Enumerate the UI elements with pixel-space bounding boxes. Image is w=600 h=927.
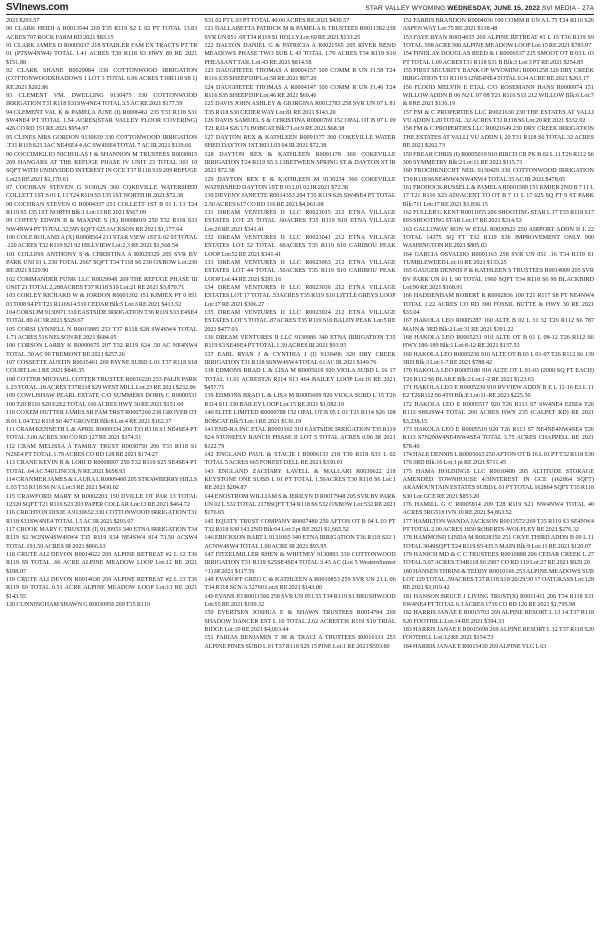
section-location: STAR VALLEY WYOMING <box>365 5 446 12</box>
tax-listing-entry: 176 HAMILL G C R0005814 209 T28 R119 S21 NW4NW4 TOTAL 40 ACRES 3RG518 IVN 10 RE 2021 $4,863.52 <box>402 501 594 517</box>
tax-listing-entry: 128 DAYTON REX & KATHLEEN R0091178 360 COKEVILLE IRRIGATION T24 R119 S5 3.13BETWEEN SPRING ST & DAYTON ST IR 2021 $72.38 <box>204 151 396 175</box>
tax-listing-entry: 115 CRAWFORD MARY M R0002203 150 DVILLE OT PAR 13 TOTAL 12320 SQFT T21 R116 S23 203 PAPER COLLAR Lot:13 RE 2021 $464.72 <box>6 493 198 508</box>
tax-listing-entry: 145 EQUITY TRUST COMPANY R0007480 250 AFTON OT B 04 L 03 PT T32 R118 S30 143 2ND Blk:04 Lot:3 pt RE 2021 $1,665.52 <box>204 518 396 533</box>
tax-listing-entry: 131 DREAM VENTURES II LLC R0023015 212 ETNA VILLAGE ESTATES LOT 25 TOTAL .60ACRES T35 R119 S10 ETNA VILLAGE Lot:26 RE 2021 $341.41 <box>204 209 396 233</box>
section-page: SVI MEDIA - 27A <box>539 5 594 12</box>
tax-listing-entry: 147 FITZELMILLER RHEN & WHITNEY 9130893 330 COTTONWOOD IRRIGATION T31 R119 S25SE4SE4 TOTAL 3.43 AC (Lot 5 WesternSunset +1) IR 2021 $117.59 <box>204 552 396 575</box>
tax-listing-entry: 99 COFFEY EDWIN B & MAXINE S (X) R0008019 250 T32 R118 S33 NW4NW4 PT TOTAL 32,595 SQFT 625 JACKSON RE 2021 $1,177.64 <box>6 218 198 233</box>
tax-listing-entry: 112 CRAM MELISSA A FAMILY TRUST R0030750 206 T33 R118 S1 N2SE4 PT TOTAL 1.79 ACRES CO RD 128 RE 2021 $174.27 <box>6 443 198 458</box>
tax-listing-entry: 144 ENOSTROM WILLIAM S & JERILYN D R0017948 205 SVR BV PARK UN 02 L 532 TOTAL 2178SQFT T34 R118 S6 532 OXBOW Lot:532 RE 2021 $176.65 <box>204 493 396 517</box>
tax-listing-entry: 97 COCHRAN STEVEN G 9130129 360 COKEVILLE WATERSHED COLLETT 1ST S 01 L 13 T24 R119 S5 135 1ST NORTH IR 2021 $72.38 <box>6 184 198 200</box>
tax-listing-entry: 165 GAUGER DENNIS P & KATHLEEN S TRUSTEES R0014909 205 SVR BV PARK UN 01 L 90 TOTAL 1960 SQFT T34 R118 S6 90 BLACKBIRD Lot:90 RE 2021 $168.91 <box>402 268 594 291</box>
tax-listing-entry: 129 DAYTON REX E & KATHLEEN M 9130234 360 COKEVILLE WATERSHED DAYTON 1ST B 03 L01 02 IR 2021 $72.38 <box>204 176 396 191</box>
tax-listing-entry: 118 CRUTE ALI DEVON R0014622 269 ALPINE RETREAT #2 L 12 T36 R119 S9 TOTAL .66 ACRE ALPINE MEADOW LOOP Lot:12 RE 2021 $188.07 <box>6 552 198 575</box>
tax-listing-entry: 183 HARRIS JANAE E R0015698 269 ALPINE RESORT L 12 T37 R118 S20 FOOTHILL Lot:12 RE 2021 $154.73 <box>402 627 594 642</box>
column-1 <box>6 17 197 925</box>
legal-notice-columns <box>6 17 594 925</box>
site-name[interactable] <box>6 2 68 14</box>
tax-listing-entry: 167 HAKOLA LEO R0005287 160 ALTE B 02 L 31 32 T26 R112 S6 787 MAIN & 3RD Blk:2 Lot:31 RE 2021 $391.22 <box>402 318 594 333</box>
tax-listing-entry: 125 DAVIS JOHN ASHLEY & GIORGINA R0012783 258 SVR UN 07 L 81 T35 R118 S30 CEDER WAY Lot:81 RE 2021 $143.20 <box>204 101 396 116</box>
tax-listing-entry: 169 HAKOLA LEO R0005230 910 ALTE OT B 03 L 01-07 T26 R112 S6 139 3RD Blk:3 Lot:1-7 RE 2021 $788.42 <box>402 351 594 367</box>
tax-listing-entry: 96 COCCIMIGLIO NICHOLAS I & SHANNON M TRUSTEES R0030815 269 HANGARS AT THE REFUGE PHASE IV UNIT 23 TOTAL 301 10 SQFT WITH UNDIVIDED INTEREST IN GCE T37 R118 S19 209 REFUGE Lot23 RE 2021 $2,170.61 <box>6 151 198 183</box>
tax-listing-entry: 164 GARCIA OSVALDO R0001163 258 SVR UN 051 .16 T34 R119 S1 TUMBLEWEED Lot:16 RE 2021 $133.25 <box>402 251 594 266</box>
site-name-text: SVInews.com <box>6 2 69 13</box>
tax-listing-entry: 122 DALTON DANIEL G & PATRICIA A R0021565 205 RIVER BEND MEADOWS PHASE TWO SUB L 43 TOTAL 1.70 ACRES T34 R119 S10 PHEASANT TAIL Lot:43 RE 2021 $814.58 <box>204 43 396 66</box>
tax-listing-entry: 91 CLARK JAMES D R0005037 218 STADLER FAM EX TRACTS PT TR 01 (PTSW4NW4) TOTAL 1.41 ACRES T30 R118 S3 HWY 89 RE 2021 $151.88 <box>6 43 198 66</box>
tax-listing-entry: 136 DREAM VENTURES II LLC 9130986 340 ETNA IRRIGATION T35 R119 S3 SE4SE4 PT TOTAL 1.39 ACRES IR 2021 $93.95 <box>204 335 396 350</box>
tax-listing-entry: 113 CRANE KEVIN R & LORI D R0008007 250 T32 R119 S25 SE4SE4 PT TOTAL .64 AC 540 LINCOLN RE 2021 $658.93 <box>6 460 198 475</box>
tax-listing-entry: 171 HAKOLA LEO E R0005239 910 RVVIEW ADDN B E L 11-16 E2 L 11 E2 T26R112 S6 4TH Blk:E Lot:11-RE 2021 $225.50 <box>402 385 594 400</box>
tax-listing-entry: 140 ELITE LIMITED R0000788 152 OPAL OT B 05 L 01 T21 R114 S26 108 BOBCAT Blk:5 Lot:1 RE 2021 $136.19 <box>204 410 396 425</box>
section-header <box>365 5 594 14</box>
tax-listing-entry: 126 DAVIS SAMUEL S & CHRISTINA R0000769 152 OPAL OT B 07 L 09 T21 R114 S26 171 BOBCAT Blk:7 Lot:9 RE 2021 $68.38 <box>204 118 396 133</box>
tax-listing-entry: 94 CLEMENT VAL K & PAMELA JUNE (I) R0006461 235 T31 R118 S31 SW4NE4 PT TOTAL 1.54 ACRES(STAR VALLEY FLOOR COVERING) 426 CO RD 151 RE 2021 $954.97 <box>6 109 198 133</box>
tax-listing-entry: 137 EARL RYAN J & CYNTHIA J (I) 9130496 320 DRY CREEK IRRIGATION T31 R118 S6NW4SW4 TOTAL 61 AC IR 2021 $149.76 <box>204 351 396 367</box>
tax-listing-entry: 179 HANICH MD & C C TRUSTEES R0010888 206 CEDAR CREEK L 27 TOTAL 5.07 ACRES T34R118 S6 2907 CO RD 119 Lot:27 RE 2021 $929.20 <box>402 552 594 567</box>
tax-listing-entry: 143 ENGLAND ZACHARY LAVELL & MALLARI R0030622 218 KEYSTONE ONE SUBD L 01 PT TOTAL 1.50ACRES T30 R118 S6 Lot:1 RE 2021 $284.87 <box>204 468 396 492</box>
tax-listing-entry: 150 EVERTSEN JOSHUA E & SHAWN TRUSTEES R0014784 269 SHADOW DANCER EST L 10 TOTAL 2.62 ACREST36 R119 S10 TRIAL RIDGE Lot:10 RE 2021 $4,063.44 <box>204 610 396 634</box>
tax-listing-entry: 180 HANSEN THRINI & TEDDY R0010166 253 ALPINE MEADOWS SUB LOT 129 TOTAL .59ACRES T37 R118 S19/20/29/30 17 OATGRASS Lot:128 RE 2021 $3,019.42 <box>402 568 594 592</box>
tax-listing-entry: 173 HAKOLA LEO E R0005519 920 T26 R113 S7 NE4NE4NW4SE4 T26 R113 S7N2NW4NE4NW4SE4 TOTAL 3.75 ACRES CHAPPELL RE 2021 $78.40 <box>402 426 594 450</box>
tax-listing-entry: 178 HAMMOND LINDA M R0028350 251 CKYE THIRD ADDN B 09 L 11 TOTAL 3049SQFT T24 R119 S5 435.5 MAIN Blk:9 Lot:11 RE 2021 $120.07 <box>402 535 594 550</box>
tax-listing-entry: 2021 $293.57 <box>6 18 40 24</box>
tax-listing-entry: 101 COLLINS ANTHONY S & CHRISTINA A R0029329 205 SVR BV PARK UNI 01 L 230 TOTAL 2667 SQFT T34 T118 S6 230 OXBOW Lot:230 RE 2021 $129.90 <box>6 251 198 275</box>
tax-listing-entry: 155 FIRST SECURITY BANK OF WYOMING R0091258 320 DRY CREEK IRRIGATION T31 R119 S12NE4NE4 TOTAL 0.34 ACRE RE 2021 $263.17 <box>402 68 594 83</box>
tax-listing-entry: 95 CLINES MRS GORDON 9130639 330 COTTONWOOD IRRIGATION .T31 R119 S23 3AC NE4SE4 4 AC SW4NE4 TOTAL 7 AC IR 2021 $119.66 <box>6 134 198 150</box>
tax-listing-entry: 123 DAUGHETEE THOMAS A R0004157 100 COMM R UN J1.58 T24 R116 S35 SHEEP DIP Lot:58 RE 2021 $97.20 <box>204 68 396 83</box>
tax-listing-entry: 174 HALE DENNIS L R0005663 250 AFTON OT B 16 L 01 PT T32 R118 S30 176 3RD Blk:16 Lot:1 pt RE 2021 $711.45 <box>402 451 594 467</box>
tax-listing-entry: 160 FROCHKNECHT NEIL 9130429 330 COTTONWOOD IRRIGATION T30 R118 S6NE4NW4 NW4NW4 TOTAL 35 AC IR 2021 $478.05 <box>402 168 594 183</box>
tax-listing-entry: 90 CLARK HEIDI A R0013544 269 T35 R119 S2 L 02 PT TOTAL 13.83 ACRES 707 ROCK FARM RD 2021 $83.15 <box>6 26 198 41</box>
tax-listing-entry: 148 EVANOFF GREG C & KATHLEEN A R0010853 259 SVR UN 21 L 06 T34 R118 S6 N/A 32760 Lot:6 RE 2021 $143.00 <box>204 577 396 592</box>
tax-listing-entry: 163 GALLOWAY RON W ETAL R0030923 250 AIRPORT ADDN II L 22 TOTAL 14375 SQ FT T32 R119 S36 IMPROVEMENT ONLY 900 WASHINGTON RE 2021 $805.83 <box>402 226 594 250</box>
tax-listing-entry: 161 FROHOCK RUSSELL & PAMELA R0001589 151 KMIER 2ND B 7 11 L 17 T21 R116 S23 ADJACENT TO OT B 7 11 L 17 625 SQ FT 9 ST PARK Blk:711 Lot:17 RE 2021 $1,836.15 <box>402 184 594 208</box>
tax-listing-entry: 138 EDMONS BRAD L & LISA M R0005610 920 VIOLA SUBD L 16 17 TOTAL 11.01 ACREST26 R114 S13 464 BAILEY LOOP Lot:16 RE 2021 $457.71 <box>204 368 396 392</box>
tax-listing-entry: 109 COWLISHAW PEARL ESTATE C/O SUMMERS DORIS C R0000531 100 T20 R116 S20 E2E2 TOTAL 160 ACRES HWY 30 RE 2021 $151.60 <box>6 393 198 408</box>
tax-listing-entry: 120 CUNNINGHAM SHAWN G R0030956 269 T35 R119 <box>6 602 150 609</box>
tax-listing-entry: 151 FARIAS BENJAMIN T JR & TRACI A TRUSTEES R0016131 253 ALPINE PINES SUBD L 01 T37 R118 S29 15 PINE Lot:1 RE 2021 $593.80 <box>204 635 396 650</box>
tax-listing-entry: 181 HANSON BRUCE J LIVING TRUST(X) R0011411 206 T34 R118 S31 SW4NE4 PT TOTAL 6.3 ACRES 1736 CO RD 126 RE 2021 $1,795.98 <box>402 593 594 609</box>
tax-listing-entry: 158 FM & C PROPERTIES LLC R0021649 230 DRY CREEK IRRIGATION THE ESTATES AT VALLI VU ADDN L 20 T31 R118 S6 TOTAL.32 ACRES RE 2021 $262.73 <box>402 126 594 150</box>
tax-listing-entry: 170 HAKOLA LEO R0005180 910 ALTE OT L 01-03 (2000 SQ FT EACH) T26 R112 S6 BLAKE Blk:2 Lot:1-2 RE 2021 $123.63 <box>402 368 594 383</box>
tax-listing-entry: 149 EVANS JO R0011566 258 SVR UN 051.55 T34 R119 S1 BRUSHWOOD Lot:55 RE 2021 $199.32 <box>204 593 396 609</box>
tax-listing-entry: 104 CORSI JM 9130971 310 EASTSIDE IRRIGATION T36 R119 S33 E4SE4 TOTAL 80 AC IR 2021 $329.67 <box>6 310 198 325</box>
tax-listing-entry: 127 DAYTON REX & KATHLEEN R0091177 360 COKEVILLE WATER SHED DAYTON 1ST B03 L03 04 IR 2021 $72.38 <box>204 134 396 150</box>
tax-listing-entry: 168 HAKOLA LEO R0005231 910 ALTE OT B 01 L 08-12 T26 R112 S6 HWY 180-189 Blk:1 Lot:8-12 RE 2021 $137.53 <box>402 335 594 350</box>
section-date: WEDNESDAY, JUNE 15, 2022 <box>445 5 540 12</box>
tax-listing-entry: 153 FAYE RYAN R0014655 269 ALPINE RETREAT #1 L 15 T36 R119 S9 TOTAL .598 ACRE 500 ALPINE MEADOW LOOP Lot:15 RE 2021 $783.97 <box>402 34 594 50</box>
column-2 <box>204 17 395 925</box>
tax-listing-entry: 130 DEVENY JANETTE R0014353 204 T35 R119 S26 SW4SE4 PT TOTAL 2.50 ACRES 617 CO RD 116 RE 2021 $4,061.08 <box>204 193 396 208</box>
column-3 <box>403 17 594 925</box>
tax-listing-entry: 162 FULLER G KENT R0011055 206 SHOOTING STAR L 17 T33 R118 S17 893 SHOOTING STAR Lot:17 RE 2021 $314.53 <box>402 209 594 225</box>
tax-listing-entry: 121 DALLABETTA PATRICK M & PAMELA K TRUSTEES R0011382 238 SVR UN 051 .69 T34 R119 S1 HOLLY Lot:69 RE 2021 $133.25 <box>204 26 396 41</box>
tax-listing-entry: 135 DREAM VENTURES II LLC R0023024 212 ETNA VILLAGE ESTATES LOT 5 TOTAL .87ACRES T35 R119 S10 BALDY PEAK Lot:5 RE 2021 $477.03 <box>204 310 396 333</box>
tax-listing-entry: 175 HAMA HOLDINGS LLC R0030480 205 ALTITUDE STORAGE AMENDED TOWNHOUSE 4/3INTEREST IN GCE (162864 SQFT) AKAMOUNTAIN ESTATES SUBD L 01 PT TOTAL 162864 SQFT T35 R118 S30 Lot:GCE RE 2021 $853.20 <box>402 468 594 500</box>
tax-listing-entry: 105 CORSI LYNNELL N R0015885 253 T37 R118 S28 SW4SW4 TOTAL 1.71 ACRES 516 NELSON RE 2021 $684.05 <box>6 326 198 342</box>
tax-listing-entry: 107 COSSETTE AUSTIN R0015461 269 PAYNE SUBD L 01 T37 R118 S18 COURT Lot:1 RE 2021 $840.35 <box>6 360 198 375</box>
tax-listing-entry: 92 CLARK SHANE R0029084 330 COTTONWOOD IRRIGATION (COTTONWOODSHADOWS 1 LOT 3 TOTAL 6.06 ACRES T30R118 S8 1) RE 2021 $202.86 <box>6 68 198 91</box>
tax-listing-entry: 116 CRICHTON DIXIE A 9130652 330 COTTONWOOD IRRIGATION T31 R118 S31SW4NE4 TOTAL 1.5 AC IR 2021 $203.07 <box>6 510 198 525</box>
tax-listing-entry: 152 FARRIS BRANDON R0004036 100 COMM R UN A L 75 T24 R116 S26 ASPEN WAY Lot:75 RE 2021 $138.48 <box>402 18 594 33</box>
tax-listing-entry: 124 DAUGHETEE THOMAS A R0004147 100 COMM R UN J1.46 T24 R116 S35 SHEEP DIP Lot:46 RE 2021 $69.46 <box>204 84 396 100</box>
tax-listing-entry: 132 DREAM VENTURES II LLC R0023041 212 ETNA VILLAGE ESTATES LOT 52 TOTAL .60ACRES T35 R119 S10 CARIBOU PEAK LOOP Lot:52 RE 2021 $341.41 <box>204 234 396 258</box>
tax-listing-entry: 182 HARRIS JANAE E R0015703 269 ALPINE RESORT L 13 14 T37 R118 S20 FOOTHILL Lot:14 RE 2021 $394.33 <box>402 610 594 625</box>
tax-listing-entry: 172 HAKOLA LEO E R0005517 920 T26 R113 S7 SW4NE4 E2SE4 T26 R113 S8S2SW4 TOTAL 200 ACRES HWY 235 (CALPET RD) RE 2021 $3,238.15 <box>402 401 594 425</box>
tax-listing-entry: 110 COXEM HUTTER JAMES SR FAM TRST R0007260 238 GROVER OT B 01 L 04 T32 R118 S6 467 GROVER Blk:8 Lot:4 RE 2021 $162.37 <box>6 410 198 425</box>
tax-listing-entry: 106 CORSON LARRY K R0000675 207 T32 R119 S24 .50 AC NE4NW4 TOTAL .50 AC 90 TREMONT RE 2021 $257.26 <box>6 343 198 358</box>
tax-listing-entry: 100 COLE ROLAND A (X) R0008564 211 STAR VIEW 1ST L 02 03 TOTAL .120 ACRES T32 R119 S21 92 HILLVIEW Lot:2,3 RE 2021 $1,568.54 <box>6 234 198 250</box>
tax-listing-entry: 146 ERICKSON BART L 9131065 340 ETNA IRRIGATION T36 R119 S22 1 ACNW4SW4 TOTAL 1.00 ACRE IR 2021 $93.95 <box>204 535 396 550</box>
tax-listing-entry: 139 EDMONS BRAD L & LISA M R0005609 920 VIOLA SUBD L 15 T26 R114 S11 330 BAILEY LOOP Lot:15 RE 2021 $1,082.10 <box>204 393 396 408</box>
tax-listing-entry: 133 DREAM VENTURES II LLC R0023063 212 ETNA VILLAGE ESTATES LOT 44 TOTAL .50ACRES T35 R119 S10 CARIBOU PEAK LOOP Lot:44 RE 2021 $291.16 <box>204 259 396 283</box>
tax-listing-entry: 119 CRUTE ALI DEVON R0014630 269 ALPINE RETREAT #2 L 13 T36 R119 S9 TOTAL 0.51 ACRE ALPINE MEADOW LOOP Lot:13 RE 2021 $143.55 <box>6 577 198 600</box>
tax-listing-entry: 111 CRAM KENNETH L & APRIL R0009334 206 T33 R118 S1 NE4SE4 PT TOTAL 3.00 ACRES 300 CO RD 127 RE 2021 $374.51 <box>6 426 198 442</box>
tax-listing-entry: 103 CORLEY RICHARD W & JORDON R0001392 151 KIMIEX PT 0 851 03 T008 94 PT T21 R116S14 510 CEDAR Blk:5 Lot:3 RE 2021 $413.52 <box>6 293 198 308</box>
tax-listing-entry: 114 CRANMER JAMES & LAURA L R0009400 205 STRAWBERRY HILLS L 03 T33 R118 S6 N/A Lot:3 RE 2021 $430.02 <box>6 476 198 492</box>
tax-listing-entry: 166 HADDENHAM ROBERT R R0002836 100 T21 R117 S8 PT NE4NW4 TOTAL 1.22 ACRES CO RD 300 FOSSIL BUTTE & HWY 30 RE 2021 $33.04 <box>402 293 594 317</box>
masthead <box>6 0 594 15</box>
tax-listing-entry: 156 FLOOD MELVIN E ETAL C/O ROSEMANN HANS R0000974 151 WILLOW ADDN B 06 N2 L 07 08 T21 R116 S13 212 WILLOW Blk:6 Lot:7 & 8 RE 2021 $136.19 <box>402 84 594 108</box>
tax-listing-entry: 102 COMMANDER FUNK LLC R0029948 269 THE REFUGE PHASE III UNIT 21 TOTAL 2,288ACRES T37 R118 S19 Lot:21 RE 2021 $3,870.71 <box>6 276 198 291</box>
tax-listing-entry: 157 FM & C PROPERTIES LLC R0021630 230 THE ESTATES AT VALLI VU ADDN L 20 TOTAL .32 ACRES T31 R118 S6 Lot:20 RE 2021 $332.02 <box>402 109 594 125</box>
tax-listing-entry: 93 CLEMENT VM. DWELLING 9130475 330 COTTONWOOD IRRIGATION T31 R118 S31SW4NE4 TOTAL 3.5 AC RE 2021 $177.59 <box>6 93 198 108</box>
tax-listing-entry: 141 END-RA INC ETAL R0091102 310 EASTSIDE IRRIGATION T35 R119 S24 STONEFLY RANCH PHASE II LOT 5 TOTAL ACRES 0.96 IR 2021 $122.79 <box>204 426 396 450</box>
tax-listing-entry: 154 FINDLAY DOUGLAS REED & I R0006537 235 SMOOT OT B 03 L 03 PT TOTAL 1.09 ACREST31 R118 S31 B Blk:3 Lot:3 PT RE 2021 $254.85 <box>402 51 594 66</box>
tax-listing-entry: 98 COCHRAN STEVEN G R0004337 251 COLLETT 1ST B 01 L 13 T24 R119 S5 135 1ST NORTH Blk:1 Lot:13 RE 2021 $567.09 <box>6 201 198 216</box>
tax-listing-entry: 159 FREAR CHRIS (I) R0005019 910 BIRCH CR PK B 02 L 11 T26 R112 S6 300 SYMMETRY Blk:2 Lot:11 RE 2021 $115.71 <box>402 151 594 166</box>
tax-listing-entry: 108 COTTER MICHAEL COTTER TRUSTEE R0016220 253 PALIS PARK L 23 TOTAL .18 ACRES T37R118 S29 WEST MILL Lot:23 RE 2021 $232.96 <box>6 376 198 392</box>
tax-listing-entry: 177 HAMILTON WANDA JACKSON R0013572 269 T35 R119 S3 SE4NW4 PT TOTAL 2.00 ACRES 1830 ROBERTS-WOLFLEY RE 2021 $276.32 <box>402 518 594 533</box>
tax-listing-entry: 142 ENGLAND PAUL & STACIE I R0006133 218 T30 R118 S33 L 02 TOTAL 5 ACRES 665 FOREST DELL RE 2021 $330.01 <box>204 451 396 467</box>
tax-listing-entry: 117 CROOK MARY C TRUSTEE (I) 9130951 340 ETNA IRRIGATION T34 R119 S2 W2NW4SW4SW4 T35 R119 S34 NE4SW4 S14 73.50 ACSW4 TOTAL 191.50 ACRES IR 2021 $866.63 <box>6 526 198 550</box>
tax-listing-entry: 134 DREAM VENTURES II LLC R0023036 212 ETNA VILLAGE ESTATES LOT 17 TOTAL .53ACRES T35 R119 S10 LITTLE GREYS LOOP Lot:17 RE 2021 $306.27 <box>204 285 396 308</box>
tax-listing-entry: 184 HARRIS JANAE E R0015430 269 ALPINE VLG L 63 <box>402 643 547 650</box>
tax-listing-entry: S31.02 PT L 03 PT TOTAL 40.00 ACRES RE 2021 $430.57 <box>204 18 350 24</box>
